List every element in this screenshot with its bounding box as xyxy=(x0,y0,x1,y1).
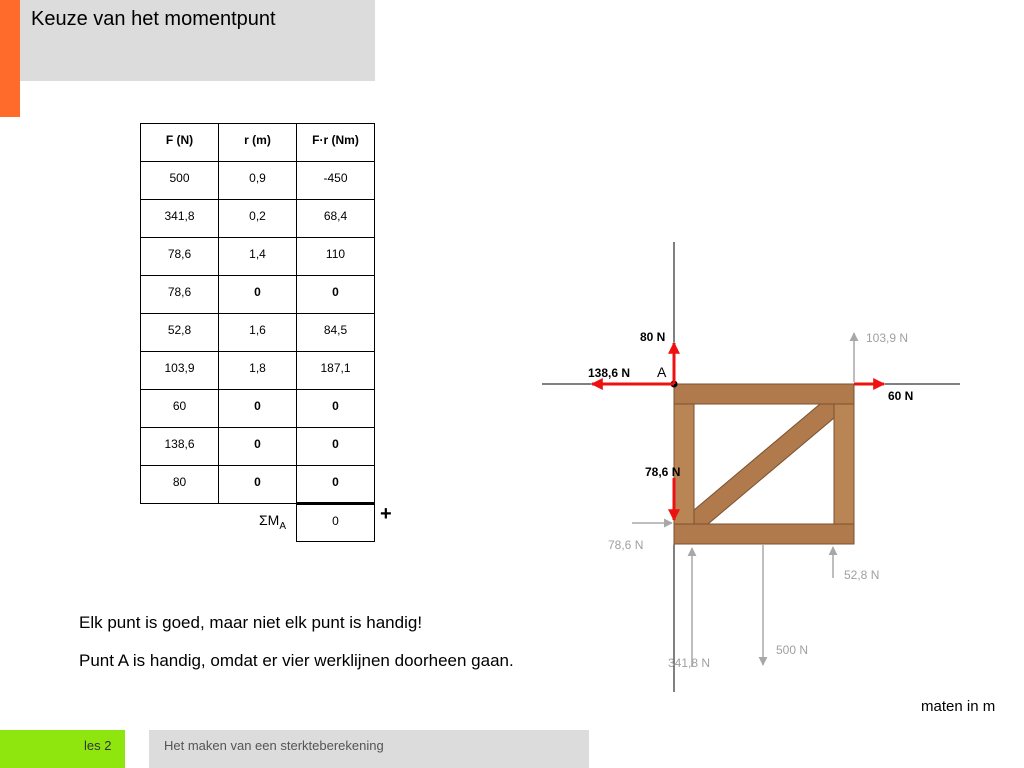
footer-course-title: Het maken van een sterkteberekening xyxy=(164,738,384,753)
cell-moment: 110 xyxy=(297,238,375,276)
cell-force: 52,8 xyxy=(141,314,219,352)
cell-force: 341,8 xyxy=(141,200,219,238)
explanation-line-1: Elk punt is goed, maar niet elk punt is handig! xyxy=(79,613,423,632)
cell-moment: 0 xyxy=(297,428,375,466)
sum-symbol: ΣM xyxy=(259,512,280,528)
cell-moment: 0 xyxy=(297,276,375,314)
force-label-78-6n-vertical: 78,6 N xyxy=(645,465,681,479)
cell-arm: 0 xyxy=(219,428,297,466)
force-label-52-8n: 52,8 N xyxy=(844,568,880,582)
force-label-500n: 500 N xyxy=(776,643,809,657)
cell-force: 78,6 xyxy=(141,276,219,314)
sum-value: 0 xyxy=(297,504,375,542)
cell-moment: 68,4 xyxy=(297,200,375,238)
column-header-force: F (N) xyxy=(141,124,219,162)
wooden-frame xyxy=(674,384,854,544)
footer-lesson-label: les 2 xyxy=(84,738,112,753)
explanation-line-2: Punt A is handig, omdat er vier werklijnen doorheen gaan. xyxy=(79,651,514,670)
column-header-arm: r (m) xyxy=(219,124,297,162)
units-note: maten in m xyxy=(921,698,996,715)
cell-arm: 0,2 xyxy=(219,200,297,238)
cell-moment: 0 xyxy=(297,390,375,428)
force-label-103-9n: 103,9 N xyxy=(866,331,909,345)
force-label-138-6n: 138,6 N xyxy=(588,366,631,380)
cell-moment: 187,1 xyxy=(297,352,375,390)
point-a-label: A xyxy=(657,364,667,380)
cell-force: 60 xyxy=(141,390,219,428)
cell-moment: 84,5 xyxy=(297,314,375,352)
force-label-341-8n: 341,8 N xyxy=(668,656,711,670)
force-label-80n: 80 N xyxy=(640,330,666,344)
column-header-moment: F·r (Nm) xyxy=(297,124,375,162)
force-label-78-6n-horizontal: 78,6 N xyxy=(608,538,644,552)
sum-subscript: A xyxy=(279,520,286,532)
positive-sign-convention: + xyxy=(380,503,392,525)
cell-arm: 1,4 xyxy=(219,238,297,276)
cell-force: 80 xyxy=(141,466,219,504)
page-title: Keuze van het momentpunt xyxy=(31,8,276,30)
cell-force: 138,6 xyxy=(141,428,219,466)
cell-force: 78,6 xyxy=(141,238,219,276)
cell-force: 103,9 xyxy=(141,352,219,390)
cell-arm: 0 xyxy=(219,466,297,504)
cell-arm: 0,9 xyxy=(219,162,297,200)
cell-arm: 1,8 xyxy=(219,352,297,390)
force-label-60n: 60 N xyxy=(888,389,914,403)
cell-arm: 0 xyxy=(219,390,297,428)
cell-force: 500 xyxy=(141,162,219,200)
cell-arm: 1,6 xyxy=(219,314,297,352)
cell-arm: 0 xyxy=(219,276,297,314)
cell-moment: 0 xyxy=(297,466,375,504)
cell-moment: -450 xyxy=(297,162,375,200)
